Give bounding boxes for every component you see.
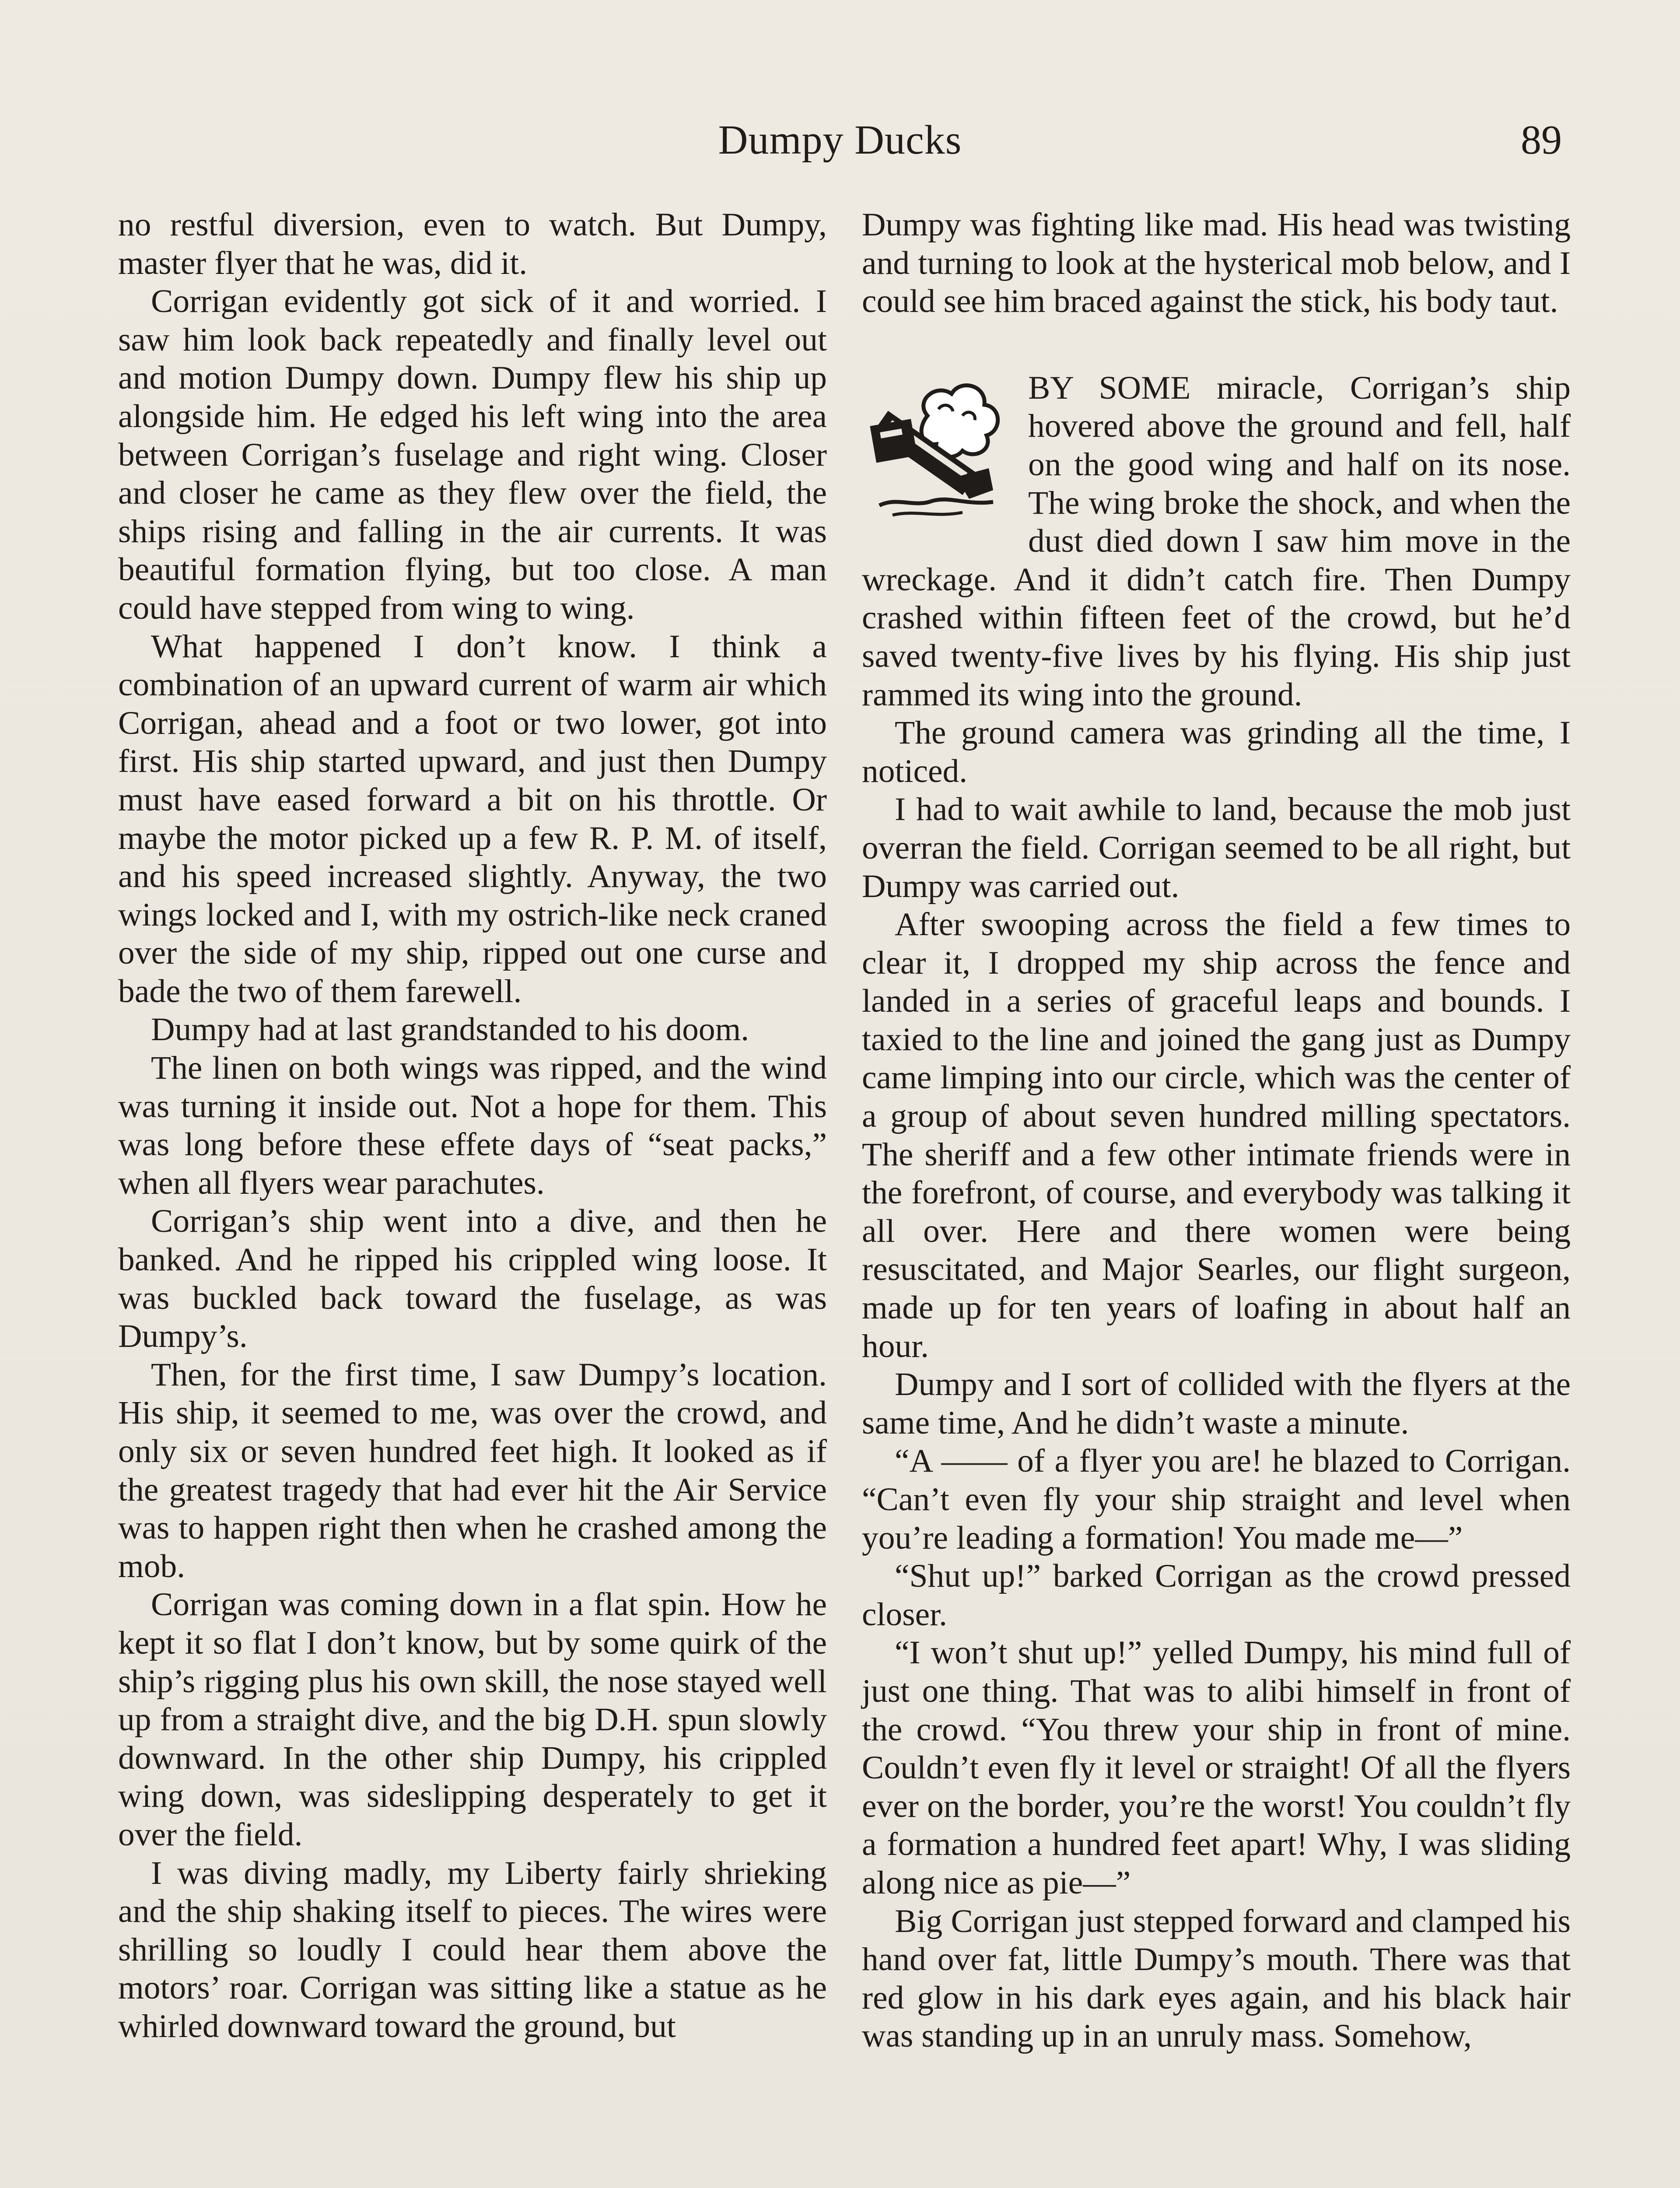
paragraph: What happened I don’t know. I think a combination of an upward current of warm air which Corrigan, ahead and a foot or two lower, got into first. His ship started upward, and just then Dumpy must have eased forward a bit on his throttle. Or maybe the motor picked up a few R. P. M. of itself, and his speed increased slightly. Anyway, the two wings locked and I, with my ostrich-like neck craned over the side of my ship, ripped out one curse and bade the two of them farewell. bbox=[118, 628, 827, 1010]
paragraph: After swooping across the field a few times to clear it, I dropped my ship across the fence and landed in a series of graceful leaps and bounds. I taxied to the line and joined the gang just as Dumpy came limping into our circle, which was the center of a group of about seven hundred milling spectators. The sheriff and a few other intimate friends were in the forefront, of course, and everybody was talking it all over. Here and there women were being resuscitated, and Major Searles, our flight surgeon, made up for ten years of loafing in about half an hour. bbox=[862, 906, 1571, 1364]
page-header bbox=[118, 109, 1562, 171]
paragraph: Corrigan evidently got sick of it and worried. I saw him look back repeatedly and finally level out and motion Dumpy down. Dumpy flew his ship up alongside him. He edged his left wing into the area between Corrigan’s fuselage and right wing. Closer and closer he came as they flew over the field, the ships rising and falling in the air currents. It was beautiful formation flying, but too close. A man could have stepped from wing to wing. bbox=[118, 283, 827, 626]
page-number: 89 bbox=[1521, 117, 1562, 163]
crashed-plane-icon bbox=[862, 374, 1011, 523]
section-break-block bbox=[862, 369, 1571, 714]
paragraph: The ground camera was grinding all the time, I noticed. bbox=[862, 715, 1571, 789]
paragraph: “A —— of a flyer you are! he blazed to Corrigan. “Can’t even fly your ship straight and level when you’re leading a formation! You made me—” bbox=[862, 1443, 1571, 1556]
right-column bbox=[862, 206, 1571, 2055]
paragraph: Then, for the first time, I saw Dumpy’s location. His ship, it seemed to me, was over the crowd, and only six or seven hundred feet high. It looked as if the greatest tragedy that had ever hit the Air Service was to happen right then when he crashed among the mob. bbox=[118, 1356, 827, 1585]
running-title: Dumpy Ducks bbox=[718, 117, 962, 163]
paragraph: Dumpy and I sort of collided with the flyers at the same time, And he didn’t waste a minute. bbox=[862, 1366, 1571, 1441]
paragraph: Dumpy was fighting like mad. His head was twisting and turning to look at the hysterical mob below, and I could see him braced against the stick, his body taut. bbox=[862, 207, 1571, 320]
paragraph: I was diving madly, my Liberty fairly shrieking and the ship shaking itself to pieces. The wires were shrilling so loudly I could hear them above the motors’ roar. Corrigan was sitting like a statue as he whirled downward toward the ground, but bbox=[118, 1855, 827, 2044]
paragraph: “I won’t shut up!” yelled Dumpy, his mind full of just one thing. That was to alibi himself in front of the crowd. “You threw your ship in front of mine. Couldn’t even fly it level or straight! Of all the flyers ever on the border, you’re the worst! You couldn’t fly a formation a hundred feet apart! Why, I was sliding along nice as pie—” bbox=[862, 1634, 1571, 1901]
paragraph: Corrigan’s ship went into a dive, and then he banked. And he ripped his crippled wing loose. It was buckled back toward the fuselage, as was Dumpy’s. bbox=[118, 1203, 827, 1355]
paragraph: “Shut up!” barked Corrigan as the crowd pressed closer. bbox=[862, 1558, 1571, 1633]
paragraph: I had to wait awhile to land, because the mob just overran the field. Corrigan seemed to be all right, but Dumpy was carried out. bbox=[862, 791, 1571, 905]
paragraph: Corrigan was coming down in a flat spin. How he kept it so flat I don’t know, but by some quirk of the ship’s rigging plus his own skill, the nose stayed well up from a straight dive, and the big D.H. spun slowly downward. In the other ship Dumpy, his crippled wing down, was sideslipping desperately to get it over the field. bbox=[118, 1586, 827, 1853]
left-column bbox=[118, 206, 827, 2046]
paragraph: The linen on both wings was ripped, and the wind was turning it inside out. Not a hope for them. This was long before these effete days of “seat packs,” when all flyers wear parachutes. bbox=[118, 1050, 827, 1201]
paragraph: no restful diversion, even to watch. But Dumpy, master flyer that he was, did it. bbox=[118, 207, 827, 281]
paragraph-dropcap: BY SOME miracle, Corrigan’s ship hovered above the ground and fell, half on the good wing and half on its nose. The wing broke the shock, and when the dust died down I saw him move in the wreckage. And it didn’t catch fire. Then Dumpy crashed within fifteen feet of the crowd, but he’d saved twenty-five lives by his flying. His ship just rammed its wing into the ground. bbox=[862, 369, 1571, 713]
paragraph: Dumpy had at last grandstanded to his doom. bbox=[151, 1011, 749, 1048]
paragraph: Big Corrigan just stepped forward and clamped his hand over fat, little Dumpy’s mouth. There was that red glow in his dark eyes again, and his black hair was standing up in an unruly mass. Somehow, bbox=[862, 1903, 1571, 2055]
